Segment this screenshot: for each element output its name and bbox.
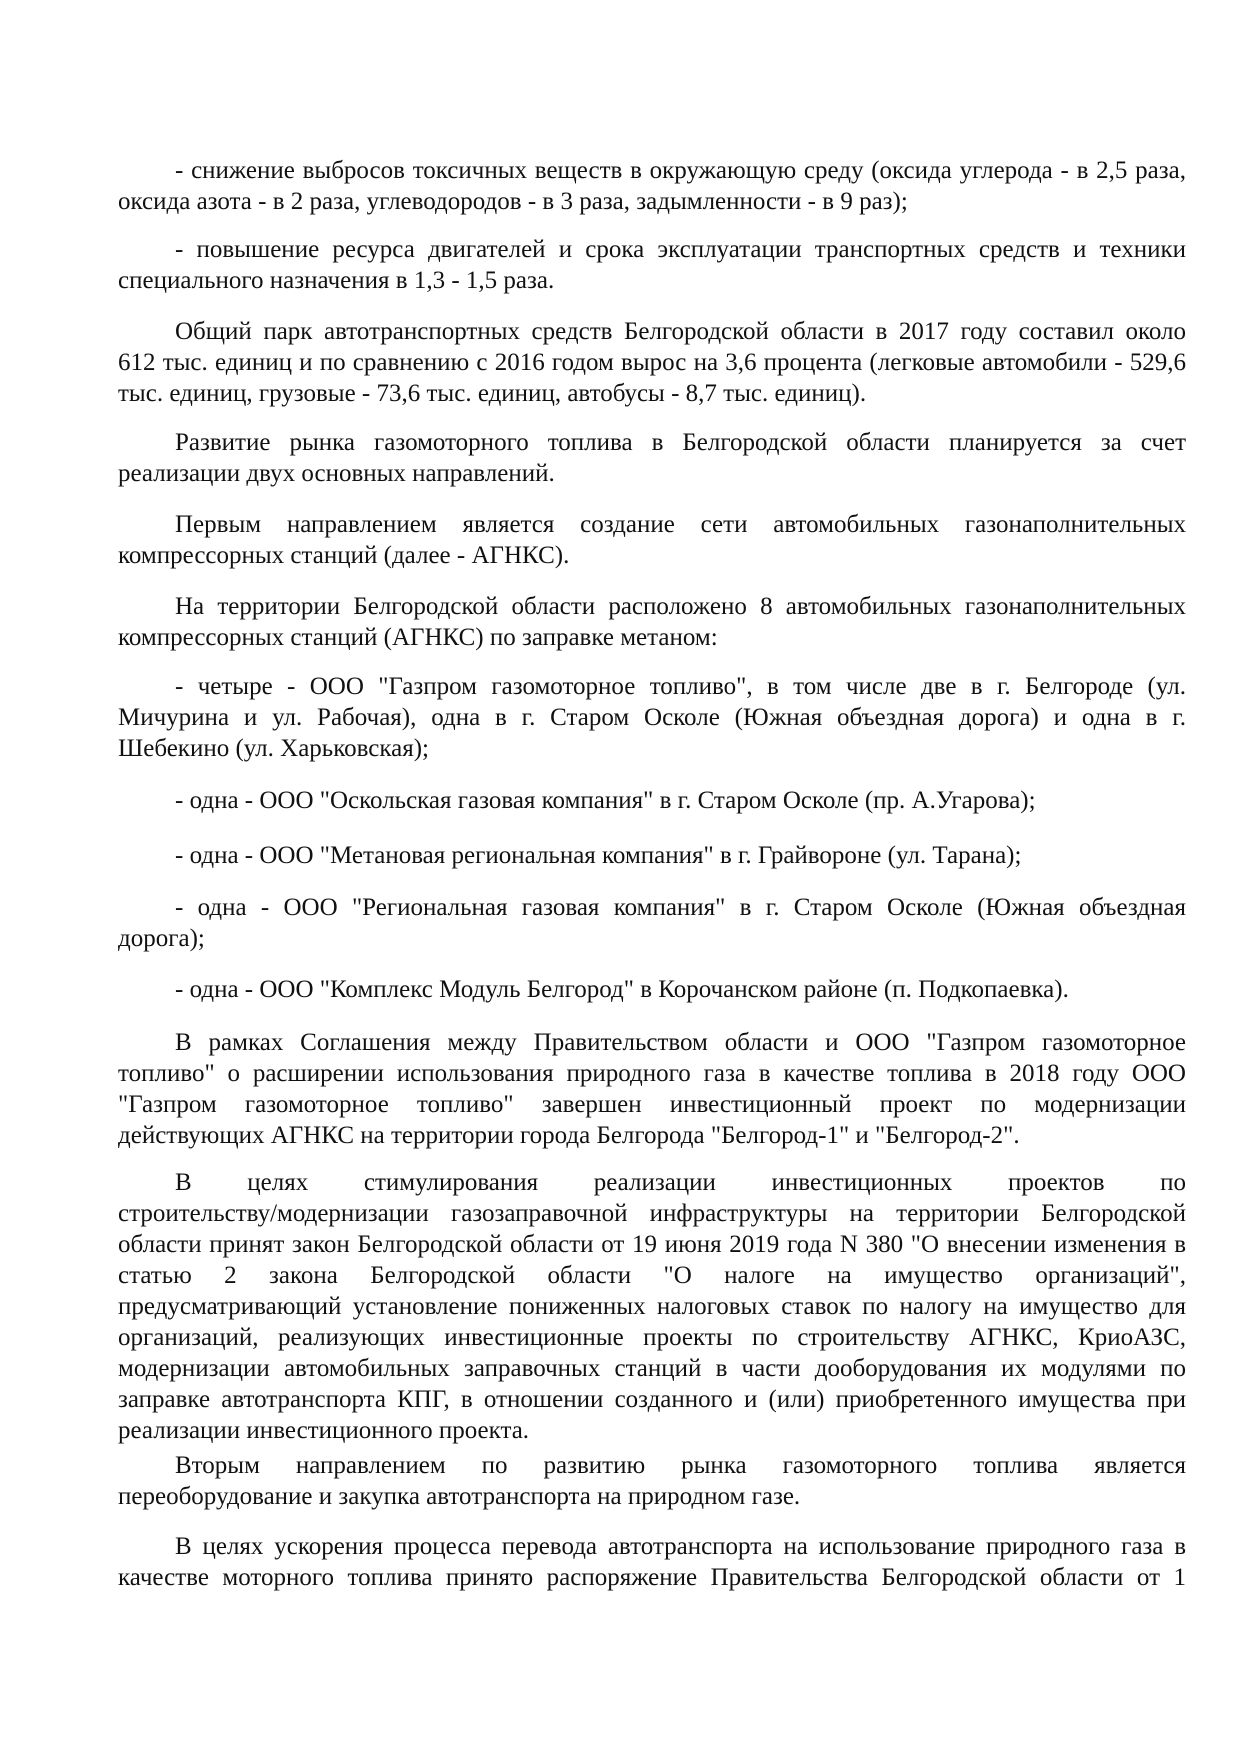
paragraph bbox=[118, 1450, 1186, 1512]
text-line: В целях ускорения процесса перевода автотранспорта на использование природного газа в bbox=[175, 1533, 1186, 1560]
text-line: реализации инвестиционного проекта. bbox=[118, 1417, 530, 1444]
text-line: На территории Белгородской области расположено 8 автомобильных газонаполнительных bbox=[175, 593, 1186, 620]
text-line: Вторым направлением по развитию рынка газомоторного топлива является bbox=[175, 1452, 1186, 1479]
text-line: топливо" о расширении использования природного газа в качестве топлива в 2018 году ООО bbox=[118, 1060, 1186, 1087]
text-line: области принят закон Белгородской области от 19 июня 2019 года N 380 "О внесении изменения в bbox=[118, 1231, 1186, 1258]
paragraph bbox=[118, 1167, 1186, 1446]
paragraph bbox=[118, 316, 1186, 409]
text-line: специального назначения в 1,3 - 1,5 раза. bbox=[118, 267, 555, 294]
text-line: компрессорных станций (АГНКС) по заправке метаном: bbox=[118, 624, 718, 651]
paragraph bbox=[118, 840, 1186, 871]
paragraph bbox=[118, 1027, 1186, 1151]
paragraph bbox=[118, 974, 1186, 1005]
text-line: - четыре - ООО "Газпром газомоторное топливо", в том числе две в г. Белгороде (ул. bbox=[175, 673, 1186, 700]
text-line: предусматривающий установление пониженных налоговых ставок по налогу на имущество для bbox=[118, 1293, 1186, 1320]
text-line: Мичурина и ул. Рабочая), одна в г. Старом Осколе (Южная объездная дорога) и одна в г. bbox=[118, 704, 1186, 731]
text-line: заправке автотранспорта КПГ, в отношении созданного и (или) приобретенного имущества при bbox=[118, 1386, 1186, 1413]
text-line: качестве моторного топлива принято распоряжение Правительства Белгородской области от 1 bbox=[118, 1564, 1186, 1591]
text-line: Первым направлением является создание сети автомобильных газонаполнительных bbox=[175, 511, 1186, 538]
text-line: Общий парк автотранспортных средств Белгородской области в 2017 году составил около bbox=[175, 318, 1186, 345]
text-line: - одна - ООО "Комплекс Модуль Белгород" в Корочанском районе (п. Подкопаевка). bbox=[175, 976, 1069, 1003]
text-line: Развитие рынка газомоторного топлива в Белгородской области планируется за счет bbox=[175, 429, 1186, 456]
text-line: компрессорных станций (далее - АГНКС). bbox=[118, 542, 570, 569]
paragraph bbox=[118, 785, 1186, 816]
text-line: переоборудование и закупка автотранспорта на природном газе. bbox=[118, 1483, 801, 1510]
paragraph bbox=[118, 427, 1186, 489]
text-line: - одна - ООО "Метановая региональная компания" в г. Грайвороне (ул. Тарана); bbox=[175, 842, 1022, 869]
text-line: - одна - ООО "Оскольская газовая компания" в г. Старом Осколе (пр. А.Угарова); bbox=[175, 787, 1036, 814]
paragraph bbox=[118, 155, 1186, 217]
text-line: модернизации автомобильных заправочных станций в части дооборудования их модулями по bbox=[118, 1355, 1186, 1382]
paragraph bbox=[118, 591, 1186, 653]
text-line: В рамках Соглашения между Правительством области и ООО "Газпром газомоторное bbox=[175, 1029, 1186, 1056]
text-line: оксида азота - в 2 раза, углеводородов - в 3 раза, задымленности - в 9 раз); bbox=[118, 188, 908, 215]
paragraph bbox=[118, 671, 1186, 764]
text-line: Шебекино (ул. Харьковская); bbox=[118, 735, 429, 762]
text-line: "Газпром газомоторное топливо" завершен инвестиционный проект по модернизации bbox=[118, 1091, 1186, 1118]
text-line: - снижение выбросов токсичных веществ в окружающую среду (оксида углерода - в 2,5 раза, bbox=[175, 157, 1186, 184]
text-line: В целях стимулирования реализации инвестиционных проектов по bbox=[175, 1169, 1186, 1196]
paragraph bbox=[118, 509, 1186, 571]
text-line: тыс. единиц, грузовые - 73,6 тыс. единиц, автобусы - 8,7 тыс. единиц). bbox=[118, 380, 867, 407]
text-line: организаций, реализующих инвестиционные проекты по строительству АГНКС, КриоАЗС, bbox=[118, 1324, 1186, 1351]
text-line: дорога); bbox=[118, 925, 205, 952]
text-line: строительству/модернизации газозаправочной инфраструктуры на территории Белгородской bbox=[118, 1200, 1186, 1227]
text-line: - повышение ресурса двигателей и срока эксплуатации транспортных средств и техники bbox=[175, 236, 1186, 263]
text-line: действующих АГНКС на территории города Белгорода "Белгород-1" и "Белгород-2". bbox=[118, 1122, 1020, 1149]
text-line: реализации двух основных направлений. bbox=[118, 460, 555, 487]
text-line: 612 тыс. единиц и по сравнению с 2016 годом вырос на 3,6 процента (легковые автомобили - 529,6 bbox=[118, 349, 1186, 376]
paragraph bbox=[118, 1531, 1186, 1593]
text-line: - одна - ООО "Региональная газовая компания" в г. Старом Осколе (Южная объездная bbox=[175, 894, 1186, 921]
paragraph bbox=[118, 234, 1186, 296]
paragraph bbox=[118, 892, 1186, 954]
text-line: статью 2 закона Белгородской области "О налоге на имущество организаций", bbox=[118, 1262, 1186, 1289]
